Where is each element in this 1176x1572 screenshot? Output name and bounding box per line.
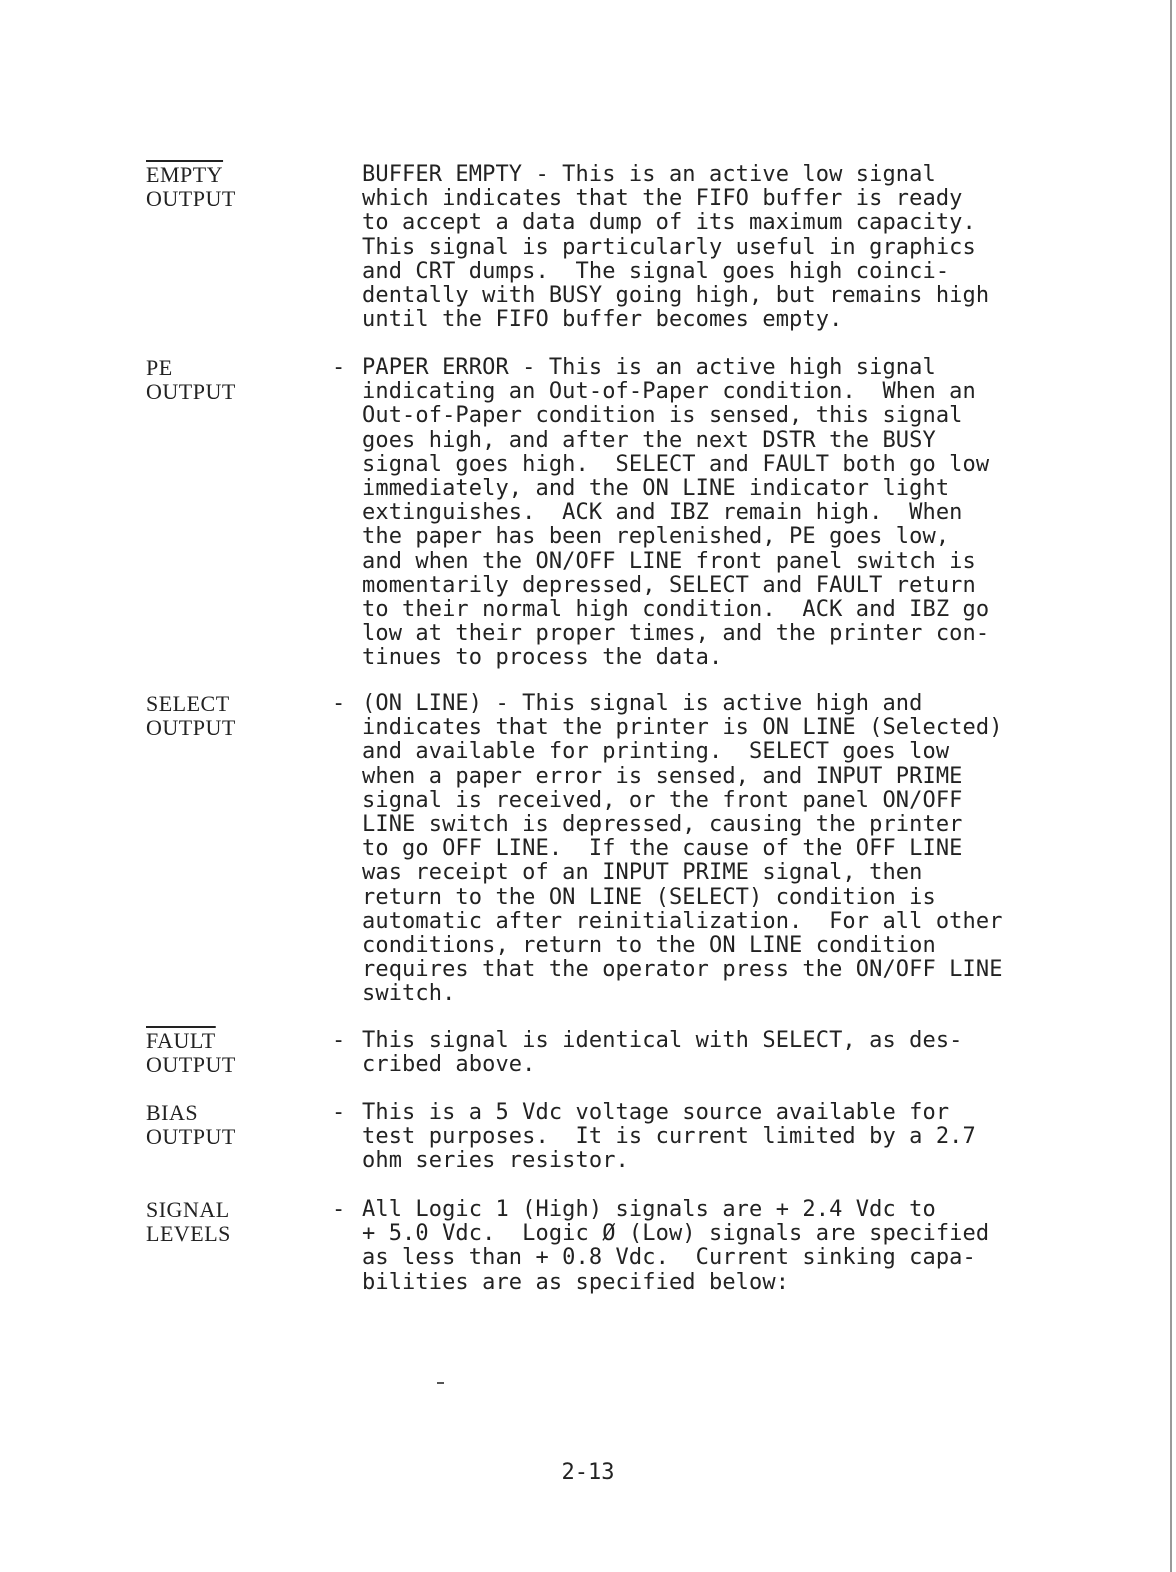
description-line: dentally with BUSY going high, but remains high — [362, 283, 990, 309]
description-line: Out-of-Paper condition is sensed, this signal — [362, 403, 963, 429]
label-line: EMPTY — [146, 162, 224, 187]
label-line: FAULT — [146, 1028, 216, 1053]
page-edge — [1170, 0, 1172, 1572]
description — [362, 1101, 1082, 1174]
label-line: OUTPUT — [146, 1052, 236, 1077]
item-dash: - — [332, 1028, 346, 1053]
description-line: LINE switch is depressed, causing the printer — [362, 812, 963, 838]
description-line: switch. — [362, 981, 456, 1007]
description-line: low at their proper times, and the printer con- — [362, 621, 990, 647]
item-dash: - — [332, 355, 346, 380]
description-line: when a paper error is sensed, and INPUT PRIME — [362, 763, 963, 789]
page-number: 2-13 — [561, 1460, 615, 1485]
label-line: OUTPUT — [146, 186, 236, 211]
item-dash: - — [332, 1100, 346, 1125]
description-line: automatic after reinitialization. For all other — [362, 908, 1003, 934]
description — [362, 356, 1082, 671]
description-line: bilities are as specified below: — [362, 1269, 790, 1295]
description-line: which indicates that the FIFO buffer is ready — [362, 186, 963, 212]
description — [362, 692, 1082, 1007]
description-line: + 5.0 Vdc. Logic Ø (Low) signals are specified — [362, 1221, 990, 1247]
description-line: and CRT dumps. The signal goes high coinci- — [362, 258, 950, 284]
label-line: SELECT — [146, 691, 230, 716]
description-line: indicates that the printer is ON LINE (Selected) — [362, 715, 1003, 741]
description-line: immediately, and the ON LINE indicator light — [362, 476, 950, 502]
description-line: as less than + 0.8 Vdc. Current sinking capa- — [362, 1245, 976, 1271]
description-line: conditions, return to the ON LINE condition — [362, 933, 936, 959]
label-line: OUTPUT — [146, 715, 236, 740]
description-line: BUFFER EMPTY - This is an active low signal — [362, 162, 936, 187]
stray-mark — [437, 1382, 444, 1384]
description — [362, 163, 1082, 332]
description-line: the paper has been replenished, PE goes low, — [362, 524, 950, 550]
description-line: This signal is particularly useful in graphics — [362, 234, 976, 260]
description-line: tinues to process the data. — [362, 645, 723, 671]
signal-label — [146, 1101, 296, 1149]
description-line: PAPER ERROR - This is an active high signal — [362, 355, 936, 380]
item-dash: - — [332, 691, 346, 716]
description-line: extinguishes. ACK and IBZ remain high. When — [362, 500, 963, 526]
label-line: BIAS — [146, 1100, 199, 1125]
description-line: This is a 5 Vdc voltage source available for — [362, 1100, 950, 1125]
description-line: This signal is identical with SELECT, as des- — [362, 1028, 963, 1053]
description-line: return to the ON LINE (SELECT) condition is — [362, 884, 936, 910]
label-line: OUTPUT — [146, 379, 236, 404]
description — [362, 1198, 1082, 1295]
description-line: and when the ON/OFF LINE front panel switch is — [362, 548, 976, 574]
description-line: momentarily depressed, SELECT and FAULT return — [362, 572, 976, 598]
description-line: All Logic 1 (High) signals are + 2.4 Vdc to — [362, 1197, 936, 1222]
description-line: until the FIFO buffer becomes empty. — [362, 307, 843, 333]
signal-label — [146, 1029, 296, 1077]
description-line: signal goes high. SELECT and FAULT both go low — [362, 451, 990, 477]
description-line: test purposes. It is current limited by a 2.7 — [362, 1124, 976, 1150]
label-line: OUTPUT — [146, 1124, 236, 1149]
description-line: to go OFF LINE. If the cause of the OFF LINE — [362, 836, 963, 862]
item-dash: - — [332, 1197, 346, 1222]
description-line: requires that the operator press the ON/OFF LINE — [362, 957, 1003, 983]
description-line: to accept a data dump of its maximum capacity. — [362, 210, 976, 236]
label-line: PE — [146, 355, 173, 380]
description-line: signal is received, or the front panel ON/OFF — [362, 787, 963, 813]
description-line: (ON LINE) - This signal is active high and — [362, 691, 923, 716]
description-line: goes high, and after the next DSTR the BUSY — [362, 427, 936, 453]
signal-label — [146, 163, 296, 211]
description-line: cribed above. — [362, 1052, 536, 1078]
label-line: LEVELS — [146, 1221, 231, 1246]
description — [362, 1029, 1082, 1077]
description-line: and available for printing. SELECT goes low — [362, 739, 950, 765]
description-line: to their normal high condition. ACK and IBZ go — [362, 597, 990, 623]
signal-label — [146, 1198, 296, 1246]
description-line: indicating an Out-of-Paper condition. When an — [362, 379, 976, 405]
description-line: ohm series resistor. — [362, 1148, 629, 1174]
signal-label — [146, 356, 296, 404]
label-line: SIGNAL — [146, 1197, 230, 1222]
description-line: was receipt of an INPUT PRIME signal, then — [362, 860, 923, 886]
signal-label — [146, 692, 296, 740]
